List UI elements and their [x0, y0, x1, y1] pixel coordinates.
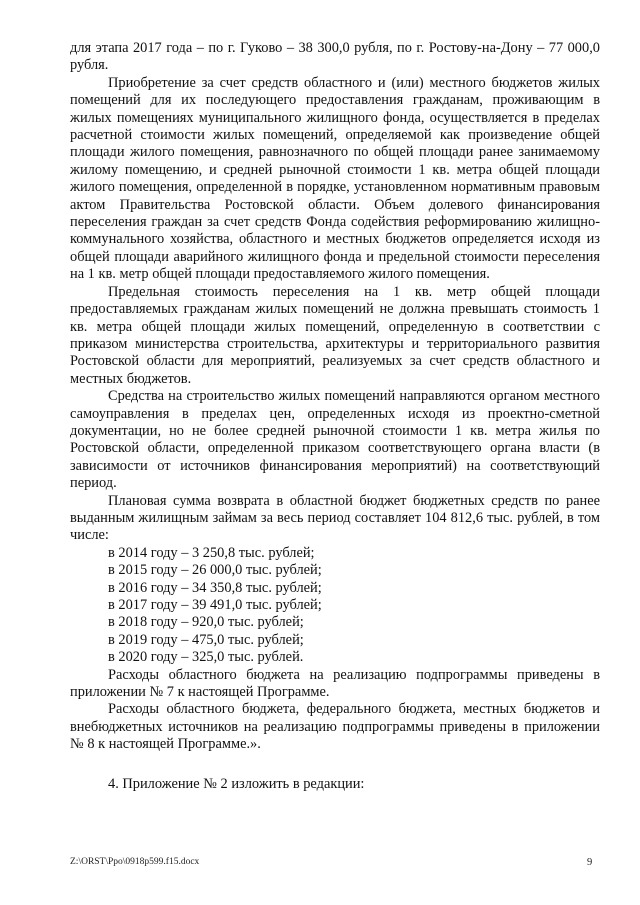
- list-item-2015: в 2015 году – 26 000,0 тыс. рублей;: [108, 562, 322, 579]
- paragraph-construction-funds: Средства на строительство жилых помещений направляются органом местного самоуправления в пределах цен, определенных исходя из проектно-сметной документации, но не более средней рыночной стоимости 1 кв. метра жилья по Ростовской области, определенной приказом соответствующего органа власти (в зависимости от источников финансирования мероприятий) на соответствующий период.: [70, 388, 600, 492]
- list-item-2018: в 2018 году – 920,0 тыс. рублей;: [108, 614, 304, 631]
- list-item-2016: в 2016 году – 34 350,8 тыс. рублей;: [108, 579, 322, 596]
- paragraph-appendix-2-edit: 4. Приложение № 2 изложить в редакции:: [108, 775, 365, 792]
- list-item-2017: в 2017 году – 39 491,0 тыс. рублей;: [108, 597, 322, 613]
- list-item-2019: в 2019 году – 475,0 тыс. рублей;: [108, 631, 304, 648]
- paragraph-planned-return: Плановая сумма возврата в областной бюджет бюджетных средств по ранее выданным жилищным займам за весь период составляет 104 812,6 тыс. рублей, в том числе:: [70, 492, 600, 544]
- document-body: [70, 40, 600, 793]
- list-item-2014: в 2014 году – 3 250,8 тыс. рублей;: [108, 544, 315, 561]
- list-item-2020: в 2020 году – 325,0 тыс. рублей.: [108, 649, 304, 666]
- paragraph-continuation: для этапа 2017 года – по г. Гуково – 38 300,0 рубля, по г. Ростову-на-Дону – 77 000,0 рубля.: [70, 40, 600, 74]
- paragraph-expenses-appendix-7: Расходы областного бюджета на реализацию подпрограммы приведены в приложении № 7 к настоящей Программе.: [70, 666, 600, 701]
- paragraph-max-cost: Предельная стоимость переселения на 1 кв. метр общей площади предоставляемых гражданам жилых помещений не должна превышать стоимость 1 кв. метра общей площади жилых помещений, определенную в соответствии с приказом министерства строительства, архитектуры и территориального развития Ростовской области для мероприятий, реализуемых за счет средств областного и местных бюджетов.: [70, 283, 600, 387]
- footer-file-path: Z:\ORST\Ppo\0918p599.f15.docx: [70, 857, 200, 867]
- footer-page-number: 9: [587, 857, 593, 868]
- paragraph-expenses-appendix-8: Расходы областного бюджета, федерального бюджета, местных бюджетов и внебюджетных источников на реализацию подпрограммы приведены в приложении № 8 к настоящей Программе.».: [70, 701, 600, 753]
- paragraph-housing-purchase: Приобретение за счет средств областного и (или) местного бюджетов жилых помещений для их последующего предоставления гражданам, проживающим в жилых помещениях муниципального жилищного фонда, осуществляется в пределах расчетной стоимости жилых помещений, определяемой как произведение общей площади жилого помещения, равнозначного по общей площади ранее занимаемому жилому помещению, и средней рыночной стоимости 1 кв. метра общей площади жилого помещения, определенной в порядке, установленном нормативным правовым актом Правительства Ростовской области. Объем долевого финансирования переселения граждан за счет средств Фонда содействия реформированию жилищно-коммунального хозяйства, областного и местных бюджетов определяется исходя из общей площади аварийного жилищного фонда и предельной стоимости переселения на 1 кв. метр общей площади предоставляемого жилого помещения.: [70, 74, 600, 283]
